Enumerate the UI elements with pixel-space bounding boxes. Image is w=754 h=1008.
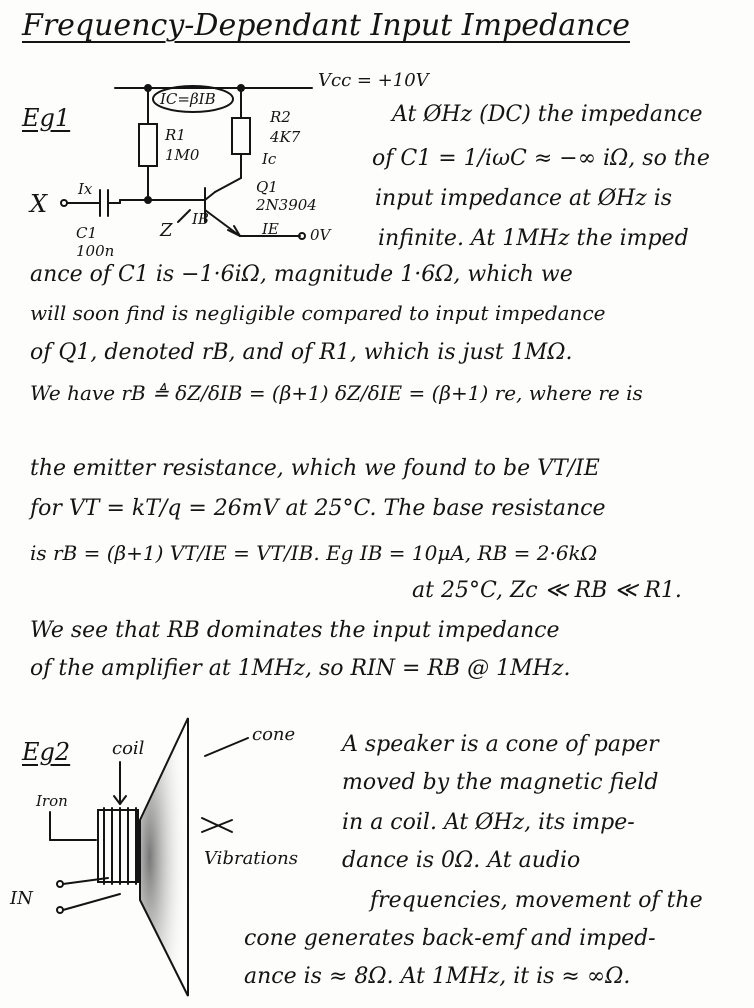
eg2-text-line: frequencies, movement of the: [370, 888, 703, 913]
iron-label: Iron: [36, 792, 68, 810]
ic-label: Ic: [262, 150, 277, 168]
c1-label: C1: [76, 224, 98, 242]
eg2-label: Eg2: [22, 738, 71, 766]
eg1-text-line: for VT = kT/q = 26mV at 25°C. The base resistance: [30, 496, 606, 521]
r2-value: 4K7: [270, 128, 301, 146]
ic-beta-label: IC=βIB: [160, 90, 216, 108]
eg1-text-line: At ØHz (DC) the impedance: [392, 102, 703, 127]
vibrations-label: Vibrations: [204, 848, 298, 869]
eg1-text-line: We see that RB dominates the input impedance: [30, 618, 560, 643]
vcc-label: Vcc = +10V: [318, 70, 429, 91]
eg1-text-line: infinite. At 1MHz the imped: [378, 226, 689, 251]
eg2-text-line: in a coil. At ØHz, its impe-: [342, 810, 635, 835]
eg2-text-line: moved by the magnetic field: [342, 770, 659, 795]
q1-part: 2N3904: [256, 196, 317, 214]
ib-label: IB: [192, 210, 209, 228]
eg1-text-line: will soon find is negligible compared to input impedance: [30, 301, 606, 325]
z-label: Z: [160, 220, 173, 241]
eg2-text-line: ance is ≈ 8Ω. At 1MHz, it is ≈ ∞Ω.: [244, 964, 631, 989]
zero-v-label: 0V: [310, 226, 331, 244]
eg2-text-line: cone generates back-emf and imped-: [244, 926, 656, 951]
c1-value: 100n: [76, 242, 115, 260]
r2-label: R2: [270, 108, 291, 126]
eg1-text-line: of C1 = 1/iωC ≈ −∞ iΩ, so the: [372, 146, 710, 171]
eg1-text-line: We have rB ≜ δZ/δIB = (β+1) δZ/δIE = (β+1) re, where re is: [30, 381, 643, 405]
in-label: IN: [10, 888, 33, 909]
eg1-label: Eg1: [22, 104, 71, 132]
r1-label: R1: [165, 126, 186, 144]
x-input-label: X: [30, 190, 48, 218]
eg1-text-line: ance of C1 is −1·6iΩ, magnitude 1·6Ω, which we: [30, 262, 573, 287]
q1-label: Q1: [256, 178, 278, 196]
eg1-text-line: the emitter resistance, which we found to be VT/IE: [30, 456, 600, 481]
cone-label: cone: [252, 724, 296, 745]
eg1-text-line: at 25°C, Zc ≪ RB ≪ R1.: [412, 578, 682, 603]
eg1-text-line: input impedance at ØHz is: [375, 186, 673, 211]
eg1-text-line: of the amplifier at 1MHz, so RIN = RB @ 1MHz.: [30, 656, 571, 681]
ie-label: IE: [262, 220, 279, 238]
r1-value: 1M0: [165, 146, 200, 164]
eg1-text-line: is rB = (β+1) VT/IE = VT/IB. Eg IB = 10μA, RB = 2·6kΩ: [30, 541, 598, 565]
coil-label: coil: [112, 738, 145, 759]
eg1-text-line: of Q1, denoted rB, and of R1, which is just 1MΩ.: [30, 340, 573, 365]
ix-label: Ix: [78, 180, 93, 198]
eg2-text-line: dance is 0Ω. At audio: [342, 848, 581, 873]
page-title: Frequency-Dependant Input Impedance: [22, 8, 630, 43]
eg2-text-line: A speaker is a cone of paper: [342, 732, 659, 757]
